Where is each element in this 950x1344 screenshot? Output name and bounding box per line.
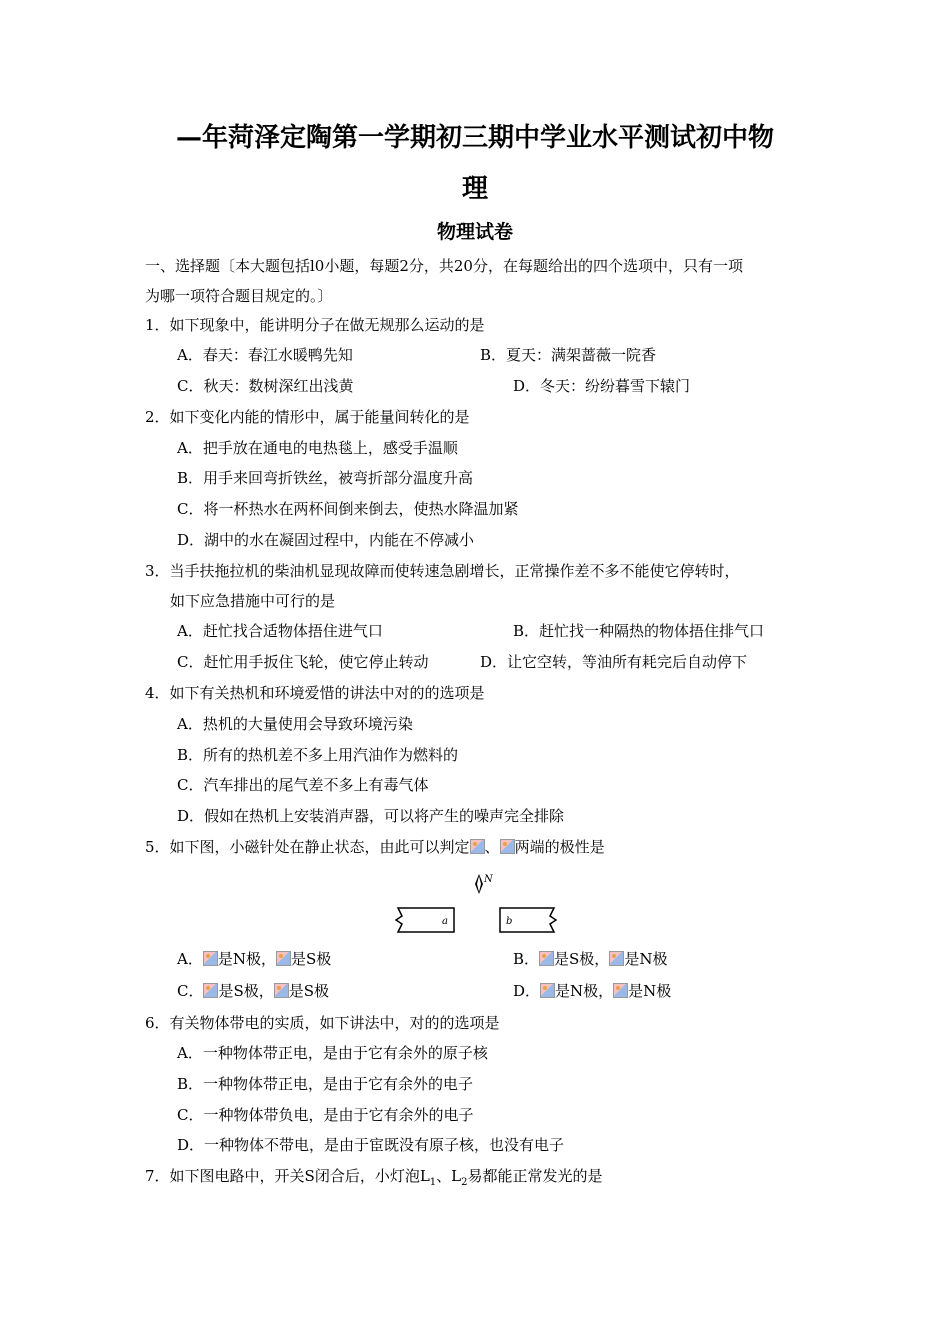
- q1-option-b: B．夏天：满架蔷薇一院香: [480, 346, 657, 364]
- q2-option-d: D．湖中的水在凝固过程中，内能在不停减小: [177, 531, 475, 549]
- page-subtitle: 物理试卷: [436, 221, 513, 243]
- q5-option-c-part1: 是S极，: [218, 982, 274, 1000]
- q2-stem: 2．如下变化内能的情形中，属于能量间转化的是: [145, 408, 470, 426]
- q4-option-a: A．热机的大量使用会导致环境污染: [177, 715, 413, 733]
- q5-option-a-part1: 是N极，: [217, 950, 276, 968]
- broken-image-icon: [540, 983, 555, 998]
- q1-stem: 1．如下现象中，能讲明分子在做无规那么运动的是: [145, 316, 485, 334]
- q1-option-d: D．冬天：纷纷暮雪下辕门: [513, 377, 691, 395]
- q3-stem-line1: 3．当手扶拖拉机的柴油机显现故障而使转速急剧增长，正常操作差不多不能使它停转时，: [145, 562, 740, 580]
- q3-option-a: A．赶忙找合适物体捂住进气口: [177, 622, 383, 640]
- q5-stem-post: 两端的极性是: [514, 838, 605, 856]
- q5-option-d: [513, 981, 671, 1001]
- q5-option-b-letter: B．: [513, 950, 540, 968]
- broken-image-icon: [613, 983, 628, 998]
- left-magnet-label: a: [442, 916, 448, 927]
- q5-option-c-part2: 是S极: [288, 982, 330, 1000]
- broken-image-icon: [203, 951, 218, 966]
- q1-option-c: C．秋天：数树深红出浅黄: [177, 377, 354, 395]
- q7-stem-pre: 7．如下图电路中，开关S闭合后，小灯泡L: [145, 1167, 430, 1185]
- q7-stem-mid: 、L: [436, 1167, 462, 1185]
- broken-image-icon: [500, 839, 515, 854]
- q5-option-d-part2: 是N极: [628, 982, 672, 1000]
- q2-option-b: B．用手来回弯折铁丝，被弯折部分温度升高: [177, 469, 474, 487]
- broken-image-icon: [203, 983, 218, 998]
- q5-option-a-part2: 是S极: [290, 950, 332, 968]
- broken-image-icon: [539, 951, 554, 966]
- q7-sub2: 2: [461, 1177, 468, 1188]
- q4-stem: 4．如下有关热机和环境爱惜的讲法中对的的选项是: [145, 684, 485, 702]
- q5-option-d-part1: 是N极，: [555, 982, 614, 1000]
- q3-option-c: C．赶忙用手扳住飞轮，使它停止转动: [177, 653, 429, 671]
- q7-stem-post: 易都能正常发光的是: [467, 1167, 603, 1185]
- q5-option-c: [177, 981, 329, 1001]
- q6-option-b: B．一种物体带正电，是由于它有余外的电子: [177, 1075, 474, 1093]
- q5-stem-pre: 5．如下图，小磁针处在静止状态，由此可以判定: [145, 838, 470, 856]
- section-heading-line1: 一、选择题〔本大题包括l0小题，每题2分，共20分，在每题给出的四个选项中，只有一项: [145, 257, 743, 275]
- page-title-line2: 理: [461, 174, 488, 204]
- q1-option-a: A．春天：春江水暖鸭先知: [177, 346, 353, 364]
- broken-image-icon: [274, 983, 289, 998]
- page-title-line1: —年菏泽定陶第一学期初三期中学业水平测试初中物: [175, 123, 774, 153]
- q6-option-c: C．一种物体带负电，是由于它有余外的电子: [177, 1106, 474, 1124]
- section-heading-line2: 为哪一项符合题目规定的。〕: [145, 287, 333, 305]
- q5-option-d-letter: D．: [513, 982, 541, 1000]
- q5-option-b-part2: 是N极: [624, 950, 668, 968]
- broken-image-icon: [470, 839, 485, 854]
- q5-stem: [145, 837, 605, 857]
- q5-option-a-letter: A．: [177, 950, 203, 968]
- q5-option-c-letter: C．: [177, 982, 204, 1000]
- q2-option-a: A．把手放在通电的电热毯上，感受手温顺: [177, 439, 458, 457]
- q5-option-b: [513, 949, 667, 969]
- magnet-figure: [390, 866, 565, 938]
- q4-option-c: C．汽车排出的尾气差不多上有毒气体: [177, 776, 429, 794]
- q3-option-d: D．让它空转，等油所有耗完后自动停下: [480, 653, 748, 671]
- needle-n-label: N: [484, 874, 493, 885]
- q4-option-b: B．所有的热机差不多上用汽油作为燃料的: [177, 746, 459, 764]
- right-magnet-label: b: [506, 916, 513, 927]
- q2-option-c: C．将一杯热水在两杯间倒来倒去，使热水降温加紧: [177, 500, 519, 518]
- q5-option-b-part1: 是S极，: [554, 950, 610, 968]
- q7-sub1: 1: [429, 1177, 437, 1188]
- q6-option-d: D．一种物体不带电，是由于宦既没有原子核，也没有电子: [177, 1136, 565, 1154]
- compass-needle: [475, 874, 483, 894]
- q5-stem-sep: 、: [484, 838, 500, 856]
- q3-stem-line2: 如下应急措施中可行的是: [170, 592, 336, 610]
- q4-option-d: D．假如在热机上安装消声器，可以将产生的噪声完全排除: [177, 807, 565, 825]
- broken-image-icon: [609, 951, 624, 966]
- q5-option-a: [177, 949, 331, 969]
- q3-option-b: B．赶忙找一种隔热的物体捂住排气口: [513, 622, 765, 640]
- q7-stem: [145, 1166, 603, 1193]
- broken-image-icon: [276, 951, 291, 966]
- q6-stem: 6．有关物体带电的实质，如下讲法中，对的的选项是: [145, 1014, 500, 1032]
- q6-option-a: A．一种物体带正电，是由于它有余外的原子核: [177, 1044, 488, 1062]
